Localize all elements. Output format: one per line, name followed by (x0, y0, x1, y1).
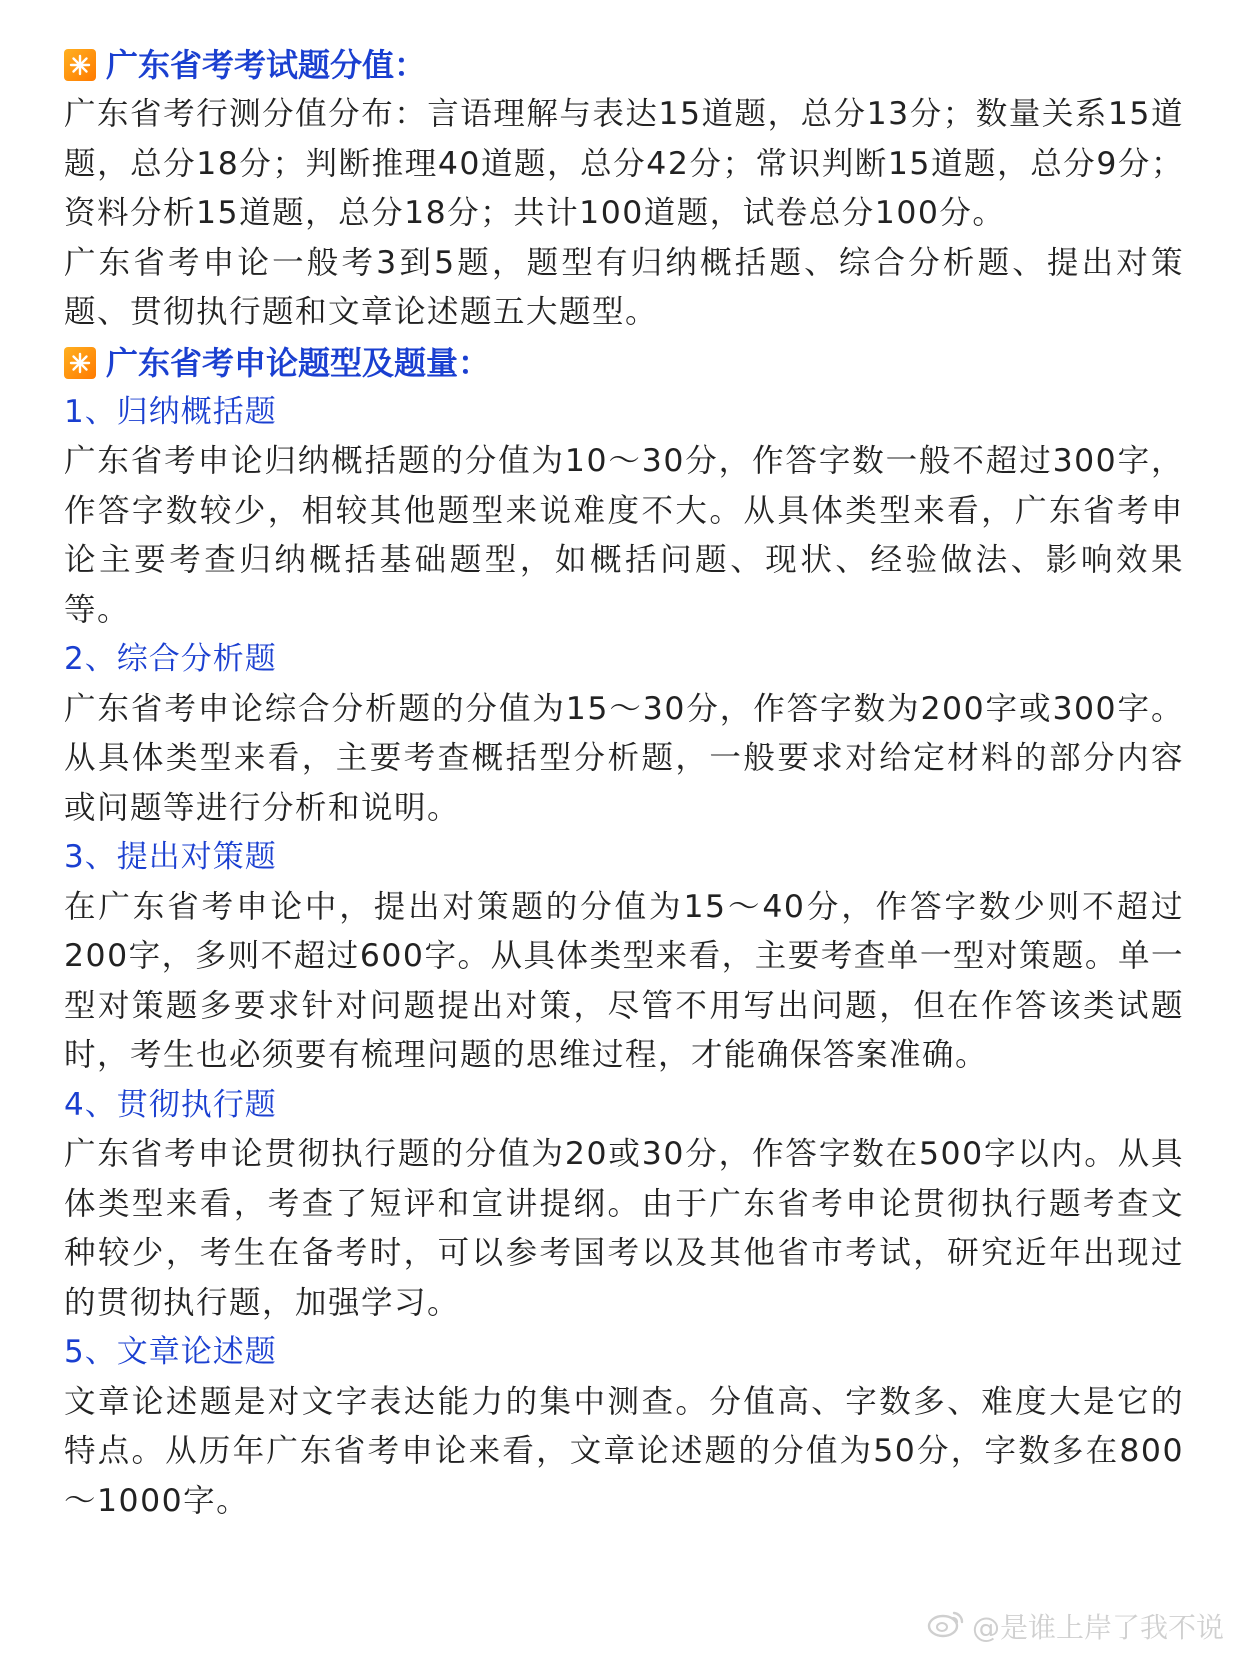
item-text-2: 广东省考申论综合分析题的分值为15～30分，作答字数为200字或300字。从具体类型来看，主要考查概括型分析题，一般要求对给定材料的部分内容或问题等进行分析和说明。 (64, 690, 1184, 826)
item-heading-4: 4、贯彻执行题 (64, 1086, 277, 1123)
item-heading-2: 2、综合分析题 (64, 641, 277, 677)
section-title-types (64, 338, 1184, 388)
item-heading-5: 5、文章论述题 (64, 1334, 277, 1370)
paragraph-xingce-scores: 广东省考行测分值分布：言语理解与表达15道题，总分13分；数量关系15道题，总分18分；判断推理40道题，总分42分；常识判断15道题，总分9分；资料分析15道题，总分18分；共计100道题，试卷总分100分。 (64, 96, 1184, 231)
item-text-3: 在广东省考申论中，提出对策题的分值为15～40分，作答字数少则不超过200字，多则不超过600字。从具体类型来看，主要考查单一型对策题。单一型对策题多要求针对问题提出对策，尽管不用写出问题，但在作答该类试题时，考生也必须要有梳理问题的思维过程，才能确保答案准确。 (64, 888, 1184, 1073)
item-heading-1: 1、归纳概括题 (64, 393, 277, 430)
watermark (926, 1606, 1224, 1646)
item-text-1: 广东省考申论归纳概括题的分值为10～30分，作答字数一般不超过300字，作答字数较少，相较其他题型来说难度不大。从具体类型来看，广东省考申论主要考查归纳概括基础题型，如概括问题、现状、经验做法、影响效果等。 (64, 443, 1184, 628)
section-title-text: 广东省考申论题型及题量： (106, 343, 491, 382)
sparkle-icon (64, 49, 96, 81)
section-title-text: 广东省考考试题分值： (106, 46, 427, 84)
paragraph-shenlun-overview: 广东省考申论一般考3到5题，题型有归纳概括题、综合分析题、提出对策题、贯彻执行题和文章论述题五大题型。 (64, 244, 1184, 330)
document-body (64, 40, 1184, 1526)
sparkle-icon (64, 347, 96, 379)
item-heading-3: 3、提出对策题 (64, 839, 277, 875)
section-title-scores (64, 40, 1184, 90)
weibo-icon (926, 1608, 966, 1645)
watermark-text: @是谁上岸了我不说 (971, 1611, 1224, 1644)
item-text-5: 文章论述题是对文字表达能力的集中测查。分值高、字数多、难度大是它的特点。从历年广东省考申论来看，文章论述题的分值为50分，字数多在800～1000字。 (64, 1383, 1184, 1519)
item-text-4: 广东省考申论贯彻执行题的分值为20或30分，作答字数在500字以内。从具体类型来看，考查了短评和宣讲提纲。由于广东省考申论贯彻执行题考查文种较少，考生在备考时，可以参考国考以及其他省市考试，研究近年出现过的贯彻执行题，加强学习。 (64, 1136, 1184, 1321)
